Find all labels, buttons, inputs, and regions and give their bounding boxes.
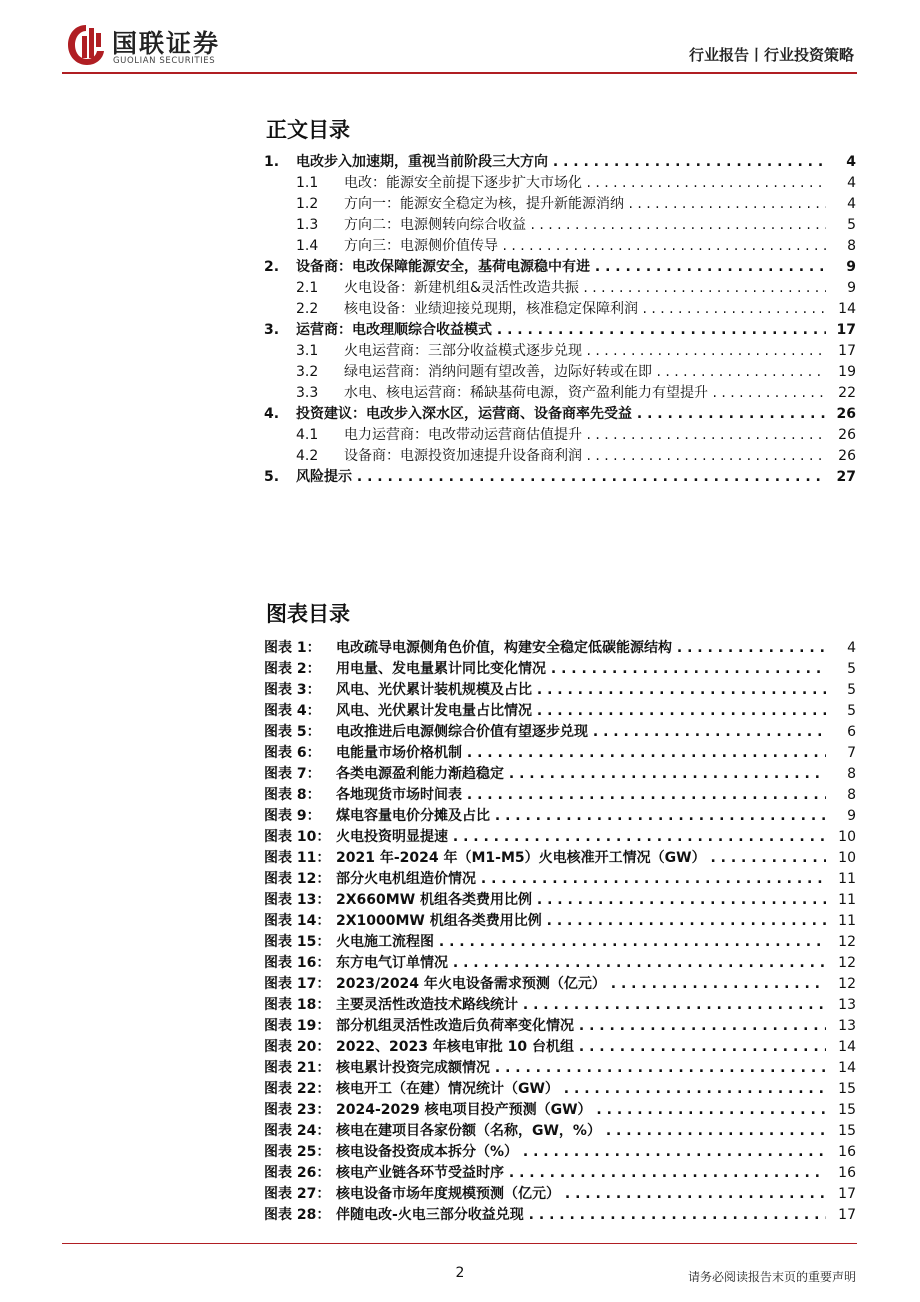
figure-entry[interactable] xyxy=(264,785,856,806)
entry-number: 1.4 xyxy=(296,238,319,254)
entry-page: 8 xyxy=(847,766,856,782)
figure-entry[interactable] xyxy=(264,911,856,932)
entry-page: 4 xyxy=(846,154,856,170)
logo-chinese-name: 国联证券 xyxy=(112,29,221,58)
entry-title: 运营商：电改理顺综合收益模式 . . . xyxy=(296,320,826,341)
footer-disclaimer: 请务必阅读报告末页的重要声明 xyxy=(687,1270,856,1284)
entry-title: 2023/2024 年火电设备需求预测（亿元） . . . xyxy=(336,974,826,995)
entry-number: 5. xyxy=(264,469,280,485)
entry-number: 3.1 xyxy=(296,343,319,359)
entry-number: 图表 23： xyxy=(264,1102,331,1118)
entry-title: 方向三：电源侧价值传导 . . . xyxy=(344,236,826,257)
entry-number: 图表 22： xyxy=(264,1081,331,1097)
entry-page: 5 xyxy=(847,661,856,677)
entry-title: 核电累计投资完成额情况 . . . xyxy=(336,1058,826,1079)
logo-english-name: GUOLIAN SECURITIES xyxy=(113,56,216,66)
entry-number: 图表 19： xyxy=(264,1018,331,1034)
toc-entry[interactable] xyxy=(264,299,856,320)
entry-page: 16 xyxy=(838,1144,856,1160)
entry-title: 电改推进后电源侧综合价值有望逐步兑现 . . . xyxy=(336,722,826,743)
entry-number: 图表 21： xyxy=(264,1060,331,1076)
entry-page: 5 xyxy=(847,217,856,233)
entry-number: 图表 4： xyxy=(264,703,321,719)
toc-title: 正文目录 xyxy=(266,118,350,142)
entry-page: 4 xyxy=(847,640,856,656)
entry-title: 各类电源盈利能力渐趋稳定 . . . xyxy=(336,764,826,785)
entry-number: 4. xyxy=(264,406,280,422)
entry-title: 火电设备：新建机组&灵活性改造共振 . . . xyxy=(344,278,826,299)
entry-page: 17 xyxy=(838,1186,856,1202)
entry-title: 伴随电改-火电三部分收益兑现 . . . xyxy=(336,1205,826,1226)
entry-number: 1.3 xyxy=(296,217,319,233)
entry-title: 核电产业链各环节受益时序 . . . xyxy=(336,1163,826,1184)
entry-title: 2X660MW 机组各类费用比例 . . . xyxy=(336,890,826,911)
entry-number: 1.2 xyxy=(296,196,319,212)
toc-entry[interactable] xyxy=(264,236,856,257)
figure-entry[interactable] xyxy=(264,1184,856,1205)
entry-number: 1. xyxy=(264,154,280,170)
entry-number: 图表 2： xyxy=(264,661,321,677)
entry-title: 各地现货市场时间表 . . . xyxy=(336,785,826,806)
toc-entry[interactable] xyxy=(264,383,856,404)
entry-page: 14 xyxy=(838,1060,856,1076)
entry-page: 11 xyxy=(838,892,856,908)
entry-number: 图表 15： xyxy=(264,934,331,950)
figure-entry[interactable] xyxy=(264,869,856,890)
toc-entry[interactable] xyxy=(264,215,856,236)
figure-entry[interactable] xyxy=(264,722,856,743)
entry-page: 15 xyxy=(838,1081,856,1097)
entry-title: 核电开工（在建）情况统计（GW） . . . xyxy=(336,1079,826,1100)
header-divider xyxy=(62,72,857,74)
figure-entry[interactable] xyxy=(264,995,856,1016)
table-of-contents xyxy=(264,152,856,488)
entry-title: 东方电气订单情况 . . . xyxy=(336,953,826,974)
entry-title: 方向二：电源侧转向综合收益 . . . xyxy=(344,215,826,236)
entry-title: 用电量、发电量累计同比变化情况 . . . xyxy=(336,659,826,680)
entry-page: 9 xyxy=(847,808,856,824)
entry-number: 2. xyxy=(264,259,280,275)
entry-page: 11 xyxy=(838,871,856,887)
figure-entry[interactable] xyxy=(264,1079,856,1100)
entry-page: 26 xyxy=(838,448,856,464)
figure-entry[interactable] xyxy=(264,701,856,722)
page-header xyxy=(0,0,920,80)
company-logo xyxy=(66,22,266,68)
toc-entry[interactable] xyxy=(264,446,856,467)
entry-page: 17 xyxy=(838,1207,856,1223)
entry-title: 设备商：电源投资加速提升设备商利润 . . . xyxy=(344,446,826,467)
entry-number: 图表 7： xyxy=(264,766,321,782)
entry-page: 12 xyxy=(838,976,856,992)
entry-number: 图表 10： xyxy=(264,829,331,845)
entry-number: 1.1 xyxy=(296,175,319,191)
entry-title: 2X1000MW 机组各类费用比例 . . . xyxy=(336,911,826,932)
entry-number: 图表 9： xyxy=(264,808,321,824)
entry-page: 9 xyxy=(847,280,856,296)
entry-page: 15 xyxy=(838,1102,856,1118)
entry-number: 图表 1： xyxy=(264,640,321,656)
entry-page: 7 xyxy=(847,745,856,761)
figure-entry[interactable] xyxy=(264,827,856,848)
figure-entry[interactable] xyxy=(264,848,856,869)
toc-entry[interactable] xyxy=(264,362,856,383)
entry-page: 13 xyxy=(838,997,856,1013)
toc-entry[interactable] xyxy=(264,173,856,194)
page-number: 2 xyxy=(455,1265,465,1281)
figure-entry[interactable] xyxy=(264,932,856,953)
entry-page: 5 xyxy=(847,682,856,698)
entry-page: 8 xyxy=(847,787,856,803)
entry-title: 电能量市场价格机制 . . . xyxy=(336,743,826,764)
entry-number: 图表 25： xyxy=(264,1144,331,1160)
entry-number: 图表 5： xyxy=(264,724,321,740)
figure-entry[interactable] xyxy=(264,680,856,701)
entry-title: 2022、2023 年核电审批 10 台机组 . . . xyxy=(336,1037,826,1058)
entry-title: 设备商：电改保障能源安全，基荷电源稳中有进 . . . xyxy=(296,257,826,278)
entry-title: 风电、光伏累计装机规模及占比 . . . xyxy=(336,680,826,701)
figure-entry[interactable] xyxy=(264,806,856,827)
entry-title: 投资建议：电改步入深水区，运营商、设备商率先受益 . . . xyxy=(296,404,826,425)
figure-entry[interactable] xyxy=(264,1163,856,1184)
entry-page: 26 xyxy=(836,406,856,422)
entry-number: 图表 8： xyxy=(264,787,321,803)
figure-entry[interactable] xyxy=(264,1037,856,1058)
entry-page: 4 xyxy=(847,175,856,191)
entry-number: 图表 6： xyxy=(264,745,321,761)
entry-page: 15 xyxy=(838,1123,856,1139)
entry-number: 2.1 xyxy=(296,280,319,296)
entry-page: 19 xyxy=(838,364,856,380)
entry-number: 图表 26： xyxy=(264,1165,331,1181)
entry-page: 17 xyxy=(838,343,856,359)
guolian-logo-icon xyxy=(66,22,106,68)
figure-entry[interactable] xyxy=(264,638,856,659)
entry-title: 2024-2029 核电项目投产预测（GW） . . . xyxy=(336,1100,826,1121)
entry-page: 4 xyxy=(847,196,856,212)
toc-entry[interactable] xyxy=(264,467,856,488)
entry-title: 风险提示 . . . xyxy=(296,467,826,488)
footer-divider xyxy=(62,1243,857,1244)
entry-title: 风电、光伏累计发电量占比情况 . . . xyxy=(336,701,826,722)
entry-title: 部分火电机组造价情况 . . . xyxy=(336,869,826,890)
entry-page: 27 xyxy=(836,469,856,485)
entry-title: 火电施工流程图 . . . xyxy=(336,932,826,953)
entry-number: 图表 3： xyxy=(264,682,321,698)
entry-page: 10 xyxy=(838,850,856,866)
figure-entry[interactable] xyxy=(264,1142,856,1163)
figure-entry[interactable] xyxy=(264,659,856,680)
entry-title: 核电设备：业绩迎接兑现期，核准稳定保障利润 . . . xyxy=(344,299,826,320)
entry-page: 11 xyxy=(838,913,856,929)
figures-title: 图表目录 xyxy=(266,602,350,626)
toc-entry[interactable] xyxy=(264,194,856,215)
entry-title: 火电运营商：三部分收益模式逐步兑现 . . . xyxy=(344,341,826,362)
entry-number: 图表 28： xyxy=(264,1207,331,1223)
entry-title: 水电、核电运营商：稀缺基荷电源，资产盈利能力有望提升 . . . xyxy=(344,383,826,404)
figure-entry[interactable] xyxy=(264,1016,856,1037)
entry-title: 电力运营商：电改带动运营商估值提升 . . . xyxy=(344,425,826,446)
entry-number: 2.2 xyxy=(296,301,319,317)
entry-number: 3. xyxy=(264,322,280,338)
entry-number: 图表 17： xyxy=(264,976,331,992)
entry-page: 14 xyxy=(838,301,856,317)
figure-entry[interactable] xyxy=(264,974,856,995)
entry-title: 电改步入加速期，重视当前阶段三大方向 . . . xyxy=(296,152,826,173)
entry-title: 主要灵活性改造技术路线统计 . . . xyxy=(336,995,826,1016)
toc-entry[interactable] xyxy=(264,257,856,278)
entry-number: 图表 14： xyxy=(264,913,331,929)
entry-page: 26 xyxy=(838,427,856,443)
figure-entry[interactable] xyxy=(264,890,856,911)
toc-entry[interactable] xyxy=(264,152,856,173)
entry-title: 部分机组灵活性改造后负荷率变化情况 . . . xyxy=(336,1016,826,1037)
entry-page: 8 xyxy=(847,238,856,254)
entry-title: 绿电运营商：消纳问题有望改善，边际好转或在即 . . . xyxy=(344,362,826,383)
entry-title: 电改疏导电源侧角色价值，构建安全稳定低碳能源结构 . . . xyxy=(336,638,826,659)
entry-number: 图表 18： xyxy=(264,997,331,1013)
entry-number: 图表 24： xyxy=(264,1123,331,1139)
entry-page: 14 xyxy=(838,1039,856,1055)
toc-entry[interactable] xyxy=(264,278,856,299)
entry-title: 方向一：能源安全稳定为核，提升新能源消纳 . . . xyxy=(344,194,826,215)
entry-title: 2021 年-2024 年（M1-M5）火电核准开工情况（GW） . . . xyxy=(336,848,826,869)
entry-page: 5 xyxy=(847,703,856,719)
toc-entry[interactable] xyxy=(264,341,856,362)
entry-title: 核电设备投资成本拆分（%） . . . xyxy=(336,1142,826,1163)
figure-entry[interactable] xyxy=(264,1100,856,1121)
entry-title: 核电在建项目各家份额（名称，GW，%） . . . xyxy=(336,1121,826,1142)
entry-title: 煤电容量电价分摊及占比 . . . xyxy=(336,806,826,827)
entry-page: 6 xyxy=(847,724,856,740)
entry-page: 17 xyxy=(836,322,856,338)
figure-entry[interactable] xyxy=(264,1121,856,1142)
figure-entry[interactable] xyxy=(264,1205,856,1226)
figure-entry[interactable] xyxy=(264,1058,856,1079)
entry-page: 12 xyxy=(838,934,856,950)
entry-number: 4.1 xyxy=(296,427,319,443)
entry-number: 4.2 xyxy=(296,448,319,464)
entry-page: 12 xyxy=(838,955,856,971)
entry-page: 13 xyxy=(838,1018,856,1034)
entry-number: 图表 11： xyxy=(264,850,331,866)
entry-number: 图表 13： xyxy=(264,892,331,908)
entry-number: 图表 12： xyxy=(264,871,331,887)
entry-number: 图表 20： xyxy=(264,1039,331,1055)
entry-page: 10 xyxy=(838,829,856,845)
list-of-figures xyxy=(264,638,856,1226)
entry-page: 9 xyxy=(846,259,856,275)
entry-page: 16 xyxy=(838,1165,856,1181)
toc-entry[interactable] xyxy=(264,320,856,341)
toc-entry[interactable] xyxy=(264,425,856,446)
entry-number: 3.2 xyxy=(296,364,319,380)
report-type-label: 行业报告丨行业投资策略 xyxy=(688,46,854,64)
figure-entry[interactable] xyxy=(264,743,856,764)
entry-page: 22 xyxy=(838,385,856,401)
entry-number: 3.3 xyxy=(296,385,319,401)
entry-title: 核电设备市场年度规模预测（亿元） . . . xyxy=(336,1184,826,1205)
entry-number: 图表 27： xyxy=(264,1186,331,1202)
entry-number: 图表 16： xyxy=(264,955,331,971)
figure-entry[interactable] xyxy=(264,953,856,974)
toc-entry[interactable] xyxy=(264,404,856,425)
entry-title: 电改：能源安全前提下逐步扩大市场化 . . . xyxy=(344,173,826,194)
figure-entry[interactable] xyxy=(264,764,856,785)
entry-title: 火电投资明显提速 . . . xyxy=(336,827,826,848)
